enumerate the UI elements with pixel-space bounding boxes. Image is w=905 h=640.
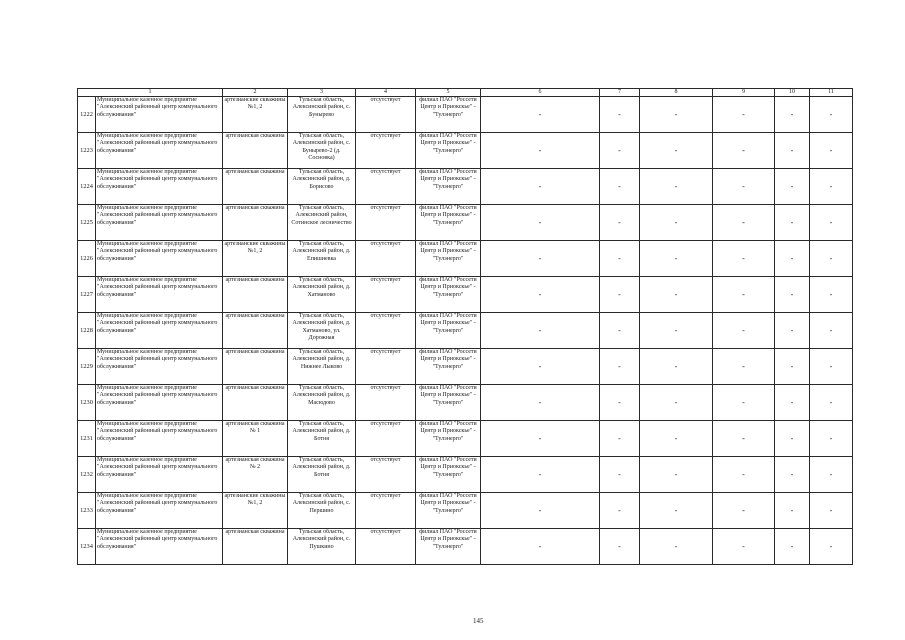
col11-cell: -: [810, 313, 853, 349]
col8-cell: -: [640, 133, 713, 169]
location-cell: Тульская область, Алексинский район, с. Першино: [288, 493, 356, 529]
table-row: [78, 421, 853, 457]
column-header: 6: [481, 89, 600, 97]
col7-cell: -: [600, 421, 640, 457]
col11-cell: -: [810, 205, 853, 241]
location-cell: Тульская область, Алексинский район, с. Бунырево-2 (д. Сосновка): [288, 133, 356, 169]
col8-cell: -: [640, 97, 713, 133]
column-header: 9: [713, 89, 775, 97]
col9-cell: -: [713, 457, 775, 493]
table-body: [78, 97, 853, 565]
col11-cell: -: [810, 133, 853, 169]
organization-cell: Муниципальное казенное предприятие "Алексинский районный центр коммунального обслуживания": [96, 385, 223, 421]
location-cell: Тульская область, Алексинский район, с. Бунырево: [288, 97, 356, 133]
col6-cell: -: [481, 349, 600, 385]
col11-cell: -: [810, 349, 853, 385]
col8-cell: -: [640, 457, 713, 493]
page-number: 145: [473, 617, 484, 625]
object-cell: артезианская скважина № 2: [223, 457, 288, 493]
row-number-cell: 1232: [78, 457, 96, 493]
object-cell: артезианская скважина: [223, 529, 288, 565]
table-row: [78, 169, 853, 205]
col7-cell: -: [600, 205, 640, 241]
col9-cell: -: [713, 241, 775, 277]
row-number-cell: 1225: [78, 205, 96, 241]
col4-cell: отсутствует: [356, 133, 416, 169]
col10-cell: -: [775, 457, 810, 493]
table-row: [78, 529, 853, 565]
col6-cell: -: [481, 493, 600, 529]
column-header: 1: [78, 89, 223, 97]
row-number-cell: 1224: [78, 169, 96, 205]
col9-cell: -: [713, 385, 775, 421]
col8-cell: -: [640, 529, 713, 565]
col8-cell: -: [640, 421, 713, 457]
col4-cell: отсутствует: [356, 385, 416, 421]
col9-cell: -: [713, 133, 775, 169]
col8-cell: -: [640, 493, 713, 529]
col10-cell: -: [775, 241, 810, 277]
col11-cell: -: [810, 385, 853, 421]
col5-cell: филиал ПАО "Россети Центр и Приокскье" - "Тулэнерго": [416, 349, 481, 385]
col5-cell: филиал ПАО "Россети Центр и Приокскье" - "Тулэнерго": [416, 313, 481, 349]
col9-cell: -: [713, 349, 775, 385]
col10-cell: -: [775, 277, 810, 313]
organization-cell: Муниципальное казенное предприятие "Алексинский районный центр коммунального обслуживания": [96, 169, 223, 205]
col7-cell: -: [600, 169, 640, 205]
registry-table: [77, 88, 853, 565]
row-number-cell: 1222: [78, 97, 96, 133]
row-number-cell: 1234: [78, 529, 96, 565]
column-header: 10: [775, 89, 810, 97]
column-header: 8: [640, 89, 713, 97]
col11-cell: -: [810, 97, 853, 133]
col10-cell: -: [775, 421, 810, 457]
col4-cell: отсутствует: [356, 493, 416, 529]
col5-cell: филиал ПАО "Россети Центр и Приокскье" - "Тулэнерго": [416, 421, 481, 457]
col8-cell: -: [640, 205, 713, 241]
col11-cell: -: [810, 241, 853, 277]
col6-cell: -: [481, 133, 600, 169]
col7-cell: -: [600, 493, 640, 529]
col10-cell: -: [775, 385, 810, 421]
column-header: 4: [356, 89, 416, 97]
col4-cell: отсутствует: [356, 169, 416, 205]
col6-cell: -: [481, 313, 600, 349]
object-cell: артезианская скважина: [223, 205, 288, 241]
table-row: [78, 205, 853, 241]
col5-cell: филиал ПАО "Россети Центр и Приокскье" - "Тулэнерго": [416, 493, 481, 529]
col10-cell: -: [775, 349, 810, 385]
col6-cell: -: [481, 97, 600, 133]
organization-cell: Муниципальное казенное предприятие "Алексинский районный центр коммунального обслуживания": [96, 277, 223, 313]
col5-cell: филиал ПАО "Россети Центр и Приокскье" - "Тулэнерго": [416, 169, 481, 205]
organization-cell: Муниципальное казенное предприятие "Алексинский районный центр коммунального обслуживания": [96, 133, 223, 169]
col8-cell: -: [640, 277, 713, 313]
col10-cell: -: [775, 313, 810, 349]
col10-cell: -: [775, 169, 810, 205]
col10-cell: -: [775, 493, 810, 529]
object-cell: артезианская скважина: [223, 277, 288, 313]
col7-cell: -: [600, 133, 640, 169]
column-header: 2: [223, 89, 288, 97]
organization-cell: Муниципальное казенное предприятие "Алексинский районный центр коммунального обслуживания": [96, 205, 223, 241]
col7-cell: -: [600, 457, 640, 493]
location-cell: Тульская область, Алексинский район, с. Пушкино: [288, 529, 356, 565]
location-cell: Тульская область, Алексинский район, д. Масюдово: [288, 385, 356, 421]
col6-cell: -: [481, 205, 600, 241]
col4-cell: отсутствует: [356, 241, 416, 277]
col4-cell: отсутствует: [356, 349, 416, 385]
col5-cell: филиал ПАО "Россети Центр и Приокскье" - "Тулэнерго": [416, 529, 481, 565]
col9-cell: -: [713, 169, 775, 205]
col7-cell: -: [600, 349, 640, 385]
organization-cell: Муниципальное казенное предприятие "Алексинский районный центр коммунального обслуживания": [96, 529, 223, 565]
col4-cell: отсутствует: [356, 313, 416, 349]
col9-cell: -: [713, 493, 775, 529]
object-cell: артезианские скважины №1, 2: [223, 493, 288, 529]
col6-cell: -: [481, 241, 600, 277]
object-cell: артезианская скважина: [223, 349, 288, 385]
col4-cell: отсутствует: [356, 529, 416, 565]
organization-cell: Муниципальное казенное предприятие "Алексинский районный центр коммунального обслуживания": [96, 493, 223, 529]
col11-cell: -: [810, 169, 853, 205]
column-header: 7: [600, 89, 640, 97]
organization-cell: Муниципальное казенное предприятие "Алексинский районный центр коммунального обслуживания": [96, 97, 223, 133]
table-row: [78, 241, 853, 277]
table-row: [78, 349, 853, 385]
col6-cell: -: [481, 385, 600, 421]
col9-cell: -: [713, 421, 775, 457]
col7-cell: -: [600, 97, 640, 133]
col7-cell: -: [600, 277, 640, 313]
col9-cell: -: [713, 529, 775, 565]
object-cell: артезианская скважина № 1: [223, 421, 288, 457]
col8-cell: -: [640, 385, 713, 421]
col11-cell: -: [810, 457, 853, 493]
organization-cell: Муниципальное казенное предприятие "Алексинский районный центр коммунального обслуживания": [96, 421, 223, 457]
col11-cell: -: [810, 529, 853, 565]
object-cell: артезианская скважина: [223, 133, 288, 169]
col4-cell: отсутствует: [356, 97, 416, 133]
col9-cell: -: [713, 97, 775, 133]
object-cell: артезианские скважины №1, 2: [223, 97, 288, 133]
row-number-cell: 1223: [78, 133, 96, 169]
col5-cell: филиал ПАО "Россети Центр и Приокскье" - "Тулэнерго": [416, 133, 481, 169]
object-cell: артезианская скважина: [223, 385, 288, 421]
organization-cell: Муниципальное казенное предприятие "Алексинский районный центр коммунального обслуживания": [96, 457, 223, 493]
col6-cell: -: [481, 529, 600, 565]
col7-cell: -: [600, 529, 640, 565]
col4-cell: отсутствует: [356, 457, 416, 493]
col6-cell: -: [481, 457, 600, 493]
col4-cell: отсутствует: [356, 205, 416, 241]
col5-cell: филиал ПАО "Россети Центр и Приокскье" - "Тулэнерго": [416, 241, 481, 277]
table-row: [78, 457, 853, 493]
table-row: [78, 277, 853, 313]
col7-cell: -: [600, 313, 640, 349]
location-cell: Тульская область, Алексинский район, д. Хатманово, ул. Дорожная: [288, 313, 356, 349]
row-number-cell: 1227: [78, 277, 96, 313]
col5-cell: филиал ПАО "Россети Центр и Приокскье" - "Тулэнерго": [416, 457, 481, 493]
col10-cell: -: [775, 205, 810, 241]
organization-cell: Муниципальное казенное предприятие "Алексинский районный центр коммунального обслуживания": [96, 241, 223, 277]
column-number-row: [78, 89, 853, 97]
organization-cell: Муниципальное казенное предприятие "Алексинский районный центр коммунального обслуживания": [96, 313, 223, 349]
col6-cell: -: [481, 421, 600, 457]
col5-cell: филиал ПАО "Россети Центр и Приокскье" - "Тулэнерго": [416, 277, 481, 313]
location-cell: Тульская область, Алексинский район, д. Борисово: [288, 169, 356, 205]
object-cell: артезианская скважина: [223, 313, 288, 349]
table-row: [78, 97, 853, 133]
location-cell: Тульская область, Алексинский район, д. Хатманово: [288, 277, 356, 313]
col7-cell: -: [600, 385, 640, 421]
organization-cell: Муниципальное казенное предприятие "Алексинский районный центр коммунального обслуживания": [96, 349, 223, 385]
col11-cell: -: [810, 421, 853, 457]
table-row: [78, 313, 853, 349]
row-number-cell: 1226: [78, 241, 96, 277]
col6-cell: -: [481, 169, 600, 205]
col11-cell: -: [810, 277, 853, 313]
col11-cell: -: [810, 493, 853, 529]
col5-cell: филиал ПАО "Россети Центр и Приокскье" - "Тулэнерго": [416, 385, 481, 421]
location-cell: Тульская область, Алексинский район, Сотинское лесничество: [288, 205, 356, 241]
location-cell: Тульская область, Алексинский район, д. Нижнее Лыково: [288, 349, 356, 385]
column-header: 5: [416, 89, 481, 97]
row-number-cell: 1229: [78, 349, 96, 385]
col8-cell: -: [640, 241, 713, 277]
table-row: [78, 133, 853, 169]
table-row: [78, 493, 853, 529]
col5-cell: филиал ПАО "Россети Центр и Приокскье" - "Тулэнерго": [416, 205, 481, 241]
col8-cell: -: [640, 169, 713, 205]
row-number-cell: 1233: [78, 493, 96, 529]
row-number-cell: 1231: [78, 421, 96, 457]
col9-cell: -: [713, 313, 775, 349]
col10-cell: -: [775, 529, 810, 565]
col9-cell: -: [713, 205, 775, 241]
col8-cell: -: [640, 313, 713, 349]
column-header: 3: [288, 89, 356, 97]
location-cell: Тульская область, Алексинский район, д. Ботня: [288, 421, 356, 457]
row-number-cell: 1228: [78, 313, 96, 349]
col4-cell: отсутствует: [356, 277, 416, 313]
column-header: 11: [810, 89, 853, 97]
col6-cell: -: [481, 277, 600, 313]
col4-cell: отсутствует: [356, 421, 416, 457]
location-cell: Тульская область, Алексинский район, д. Епишиевка: [288, 241, 356, 277]
col7-cell: -: [600, 241, 640, 277]
col10-cell: -: [775, 97, 810, 133]
object-cell: артезианские скважины №1, 2: [223, 241, 288, 277]
location-cell: Тульская область, Алексинский район, д. Ботня: [288, 457, 356, 493]
col10-cell: -: [775, 133, 810, 169]
col9-cell: -: [713, 277, 775, 313]
col5-cell: филиал ПАО "Россети Центр и Приокскье" - "Тулэнерго": [416, 97, 481, 133]
col8-cell: -: [640, 349, 713, 385]
table-row: [78, 385, 853, 421]
object-cell: артезианская скважина: [223, 169, 288, 205]
row-number-cell: 1230: [78, 385, 96, 421]
